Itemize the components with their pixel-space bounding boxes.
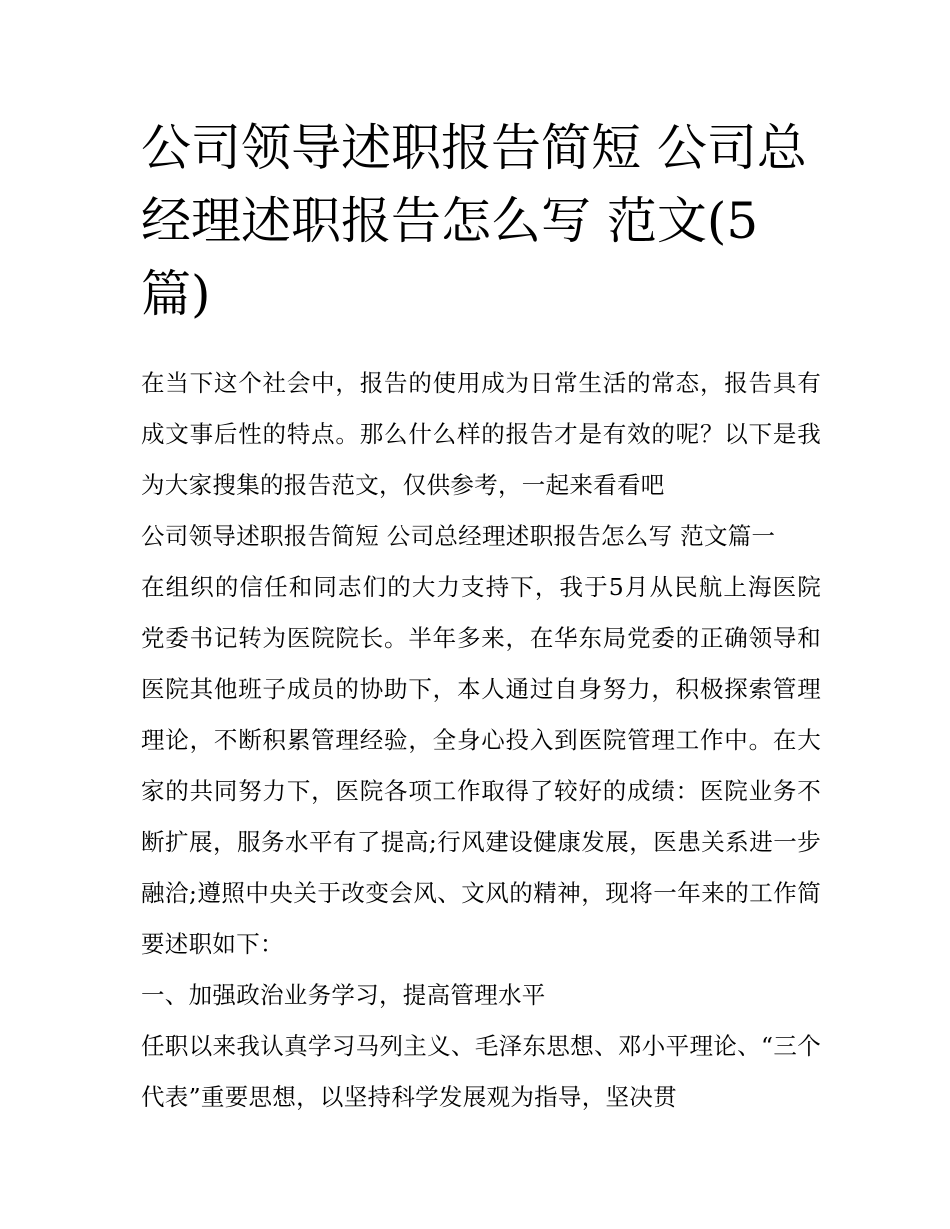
body-paragraph-continued: 任职以来我认真学习马列主义、毛泽东思想、邓小平理论、“三个代表”重要思想，以坚持科学发展观为指导，坚决贯	[141, 1032, 821, 1111]
document-body	[141, 358, 821, 1123]
body-paragraph: 在组织的信任和同志们的大力支持下，我于5月从民航上海医院党委书记转为医院院长。半年多来，在华东局党委的正确领导和医院其他班子成员的协助下，本人通过自身努力，积极探索管理理论，不断积累管理经验，全身心投入到医院管理工作中。在大家的共同努力下，医院各项工作取得了较好的成绩：医院业务不断扩展，服务水平有了提高;行风建设健康发展，医患关系进一步融洽;遵照中央关于改变会风、文风的精神，现将一年来的工作简要述职如下：	[141, 573, 821, 958]
intro-paragraph: 在当下这个社会中，报告的使用成为日常生活的常态，报告具有成文事后性的特点。那么什么样的报告才是有效的呢？以下是我为大家搜集的报告范文，仅供参考，一起来看看吧	[141, 369, 821, 499]
section-heading-article-one: 公司领导述职报告简短 公司总经理述职报告怎么写 范文篇一	[141, 522, 776, 550]
section-heading-one: 一、加强政治业务学习，提高管理水平	[141, 981, 546, 1009]
document-title: 公司领导述职报告简短 公司总经理述职报告怎么写 范文(5篇)	[141, 119, 807, 323]
